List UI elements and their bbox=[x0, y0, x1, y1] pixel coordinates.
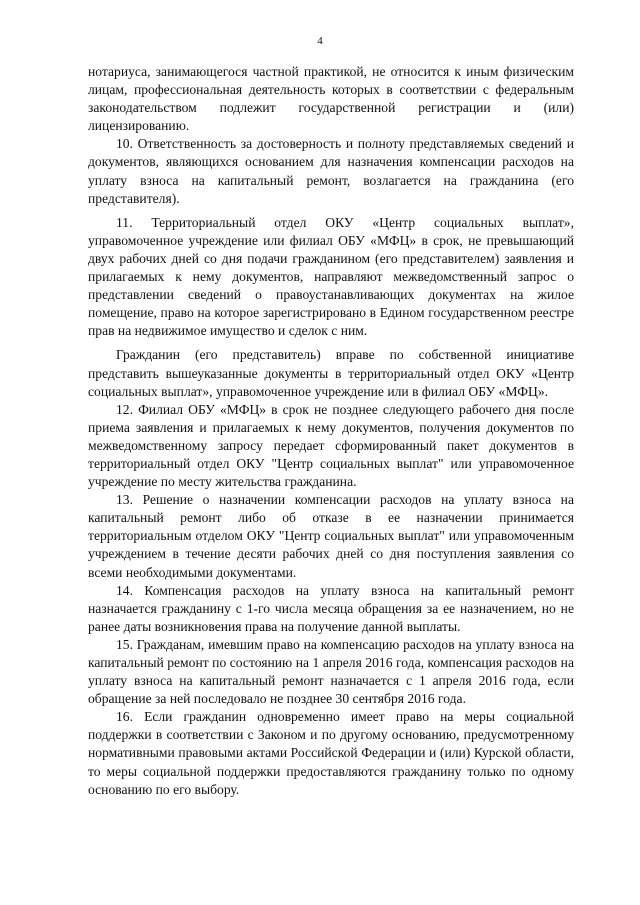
paragraph-10: 10. Ответственность за достоверность и полноту представляемых сведений и документов, являющихся основанием для назначения компенсации расходов на уплату взноса на капитальный ремонт, возлагается на гражданина (его представителя). bbox=[88, 136, 574, 206]
paragraph-12: 12. Филиал ОБУ «МФЦ» в срок не позднее следующего рабочего дня после приема заявления и прилагаемых к нему документов, получения документов по межведомственному запросу передает сформированный пакет документов в территориальный отдел ОКУ "Центр социальных выплат" или управомоченное учреждение по месту жительства гражданина. bbox=[88, 401, 574, 490]
paragraph-citizen-initiative: Гражданин (его представитель) вправе по собственной инициативе представить вышеуказанные документы в территориальный отдел ОКУ «Центр социальных выплат», управомоченное учреждение или в филиал ОБУ «МФЦ». bbox=[88, 347, 574, 399]
page-number: 4 bbox=[317, 35, 323, 47]
paragraph-13: 13. Решение о назначении компенсации расходов на уплату взноса на капитальный ремонт либо об отказе в ее назначении принимается территориальным отделом ОКУ "Центр социальных выплат" или управомоченным учреждением в течение десяти рабочих дней со дня поступления заявления со всеми необходимыми документами. bbox=[88, 492, 574, 580]
paragraph-continuation: нотариуса, занимающегося частной практикой, не относится к иным физическим лицам, профессиональная деятельность которых в соответствии с федеральным законодательством подлежит государственной регистрации и (или) лицензированию. bbox=[88, 64, 574, 134]
paragraph-15: 15. Гражданам, имевшим право на компенсацию расходов на уплату взноса на капитальный ремонт по состоянию на 1 апреля 2016 года, компенсация расходов на уплату взноса на капитальный ремонт назначается с 1 апреля 2016 года, если обращение за ней последовало не позднее 30 сентября 2016 года. bbox=[88, 636, 574, 707]
paragraph-14: 14. Компенсация расходов на уплату взноса на капитальный ремонт назначается гражданину с 1-го числа месяца обращения за ее назначением, но не ранее даты возникновения права на получение данной выплаты. bbox=[88, 582, 574, 634]
paragraph-16: 16. Если гражданин одновременно имеет право на меры социальной поддержки в соответствии с Законом и по другому основанию, предусмотренному нормативными правовыми актами Российской Федерации и (или) Курской области, то меры социальной поддержки предоставляются гражданину только по одному основанию по его выбору. bbox=[88, 709, 574, 797]
document-body bbox=[88, 63, 574, 799]
paragraph-11: 11. Территориальный отдел ОКУ «Центр социальных выплат», управомоченное учреждение или филиал ОБУ «МФЦ» в срок, не превышающий двух рабочих дней со дня подачи гражданином (его представителем) заявления и прилагаемых к нему документов, направляют межведомственный запрос о представлении сведений о правоустанавливающих документах на жилое помещение, право на которое зарегистрировано в Едином государственном реестре прав на недвижимое имущество и сделок с ним. bbox=[88, 214, 574, 339]
